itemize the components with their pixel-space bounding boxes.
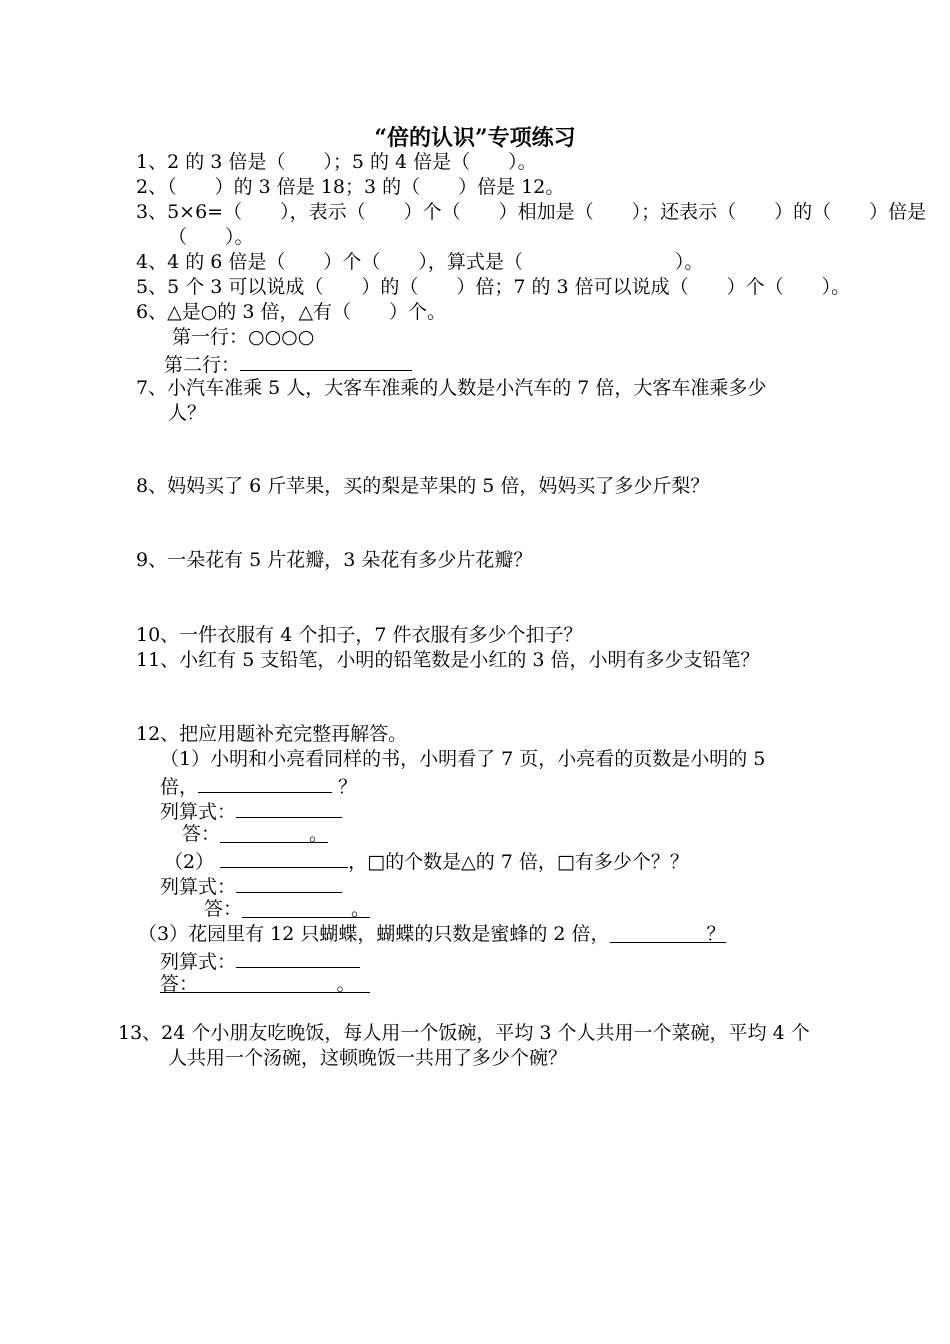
question-4: 4、4 的 6 倍是（ ）个（ ），算式是（ ）。 — [136, 251, 704, 273]
question-3-cont: （ ）。 — [168, 226, 254, 248]
part-2-answer-line — [204, 897, 370, 921]
question-6-row-1: 第一行：○○○○ — [172, 326, 315, 348]
question-6-row-2 — [164, 350, 412, 377]
question-11: 11、小红有 5 支铅笔，小明的铅笔数是小红的 3 倍，小明有多少支铅笔？ — [136, 649, 760, 671]
answer-label: 答： — [160, 973, 189, 995]
part-1-answer-line — [182, 822, 328, 846]
part-1-formula-line — [160, 797, 342, 824]
part-1-question-blank[interactable] — [198, 772, 332, 793]
question-12: 12、把应用题补充完整再解答。 — [136, 723, 408, 745]
part-2-condition-blank[interactable] — [220, 847, 348, 868]
part-1-question-mark: ？ — [338, 776, 358, 798]
part-2-answer-blank[interactable] — [242, 897, 370, 918]
question-10: 10、一件衣服有 4 个扣子，7 件衣服有多少个扣子？ — [136, 624, 583, 646]
answer-period: 。 — [309, 823, 329, 845]
part-1-formula-blank[interactable] — [236, 797, 342, 818]
row-2-blank[interactable] — [240, 350, 412, 371]
question-2: 2、（ ）的 3 倍是 18；3 的（ ）倍是 12。 — [136, 176, 565, 198]
part-3-question-mark: ？ — [706, 923, 726, 945]
question-13-cont: 人共用一个汤碗，这顿晚饭一共用了多少个碗？ — [168, 1047, 568, 1069]
question-8: 8、妈妈买了 6 斤苹果，买的梨是苹果的 5 倍，妈妈买了多少斤梨？ — [136, 475, 710, 497]
question-12-part-2 — [164, 847, 689, 874]
formula-label: 列算式： — [160, 801, 237, 823]
formula-label: 列算式： — [160, 951, 237, 973]
part-2-label: （2） — [164, 851, 215, 873]
question-9: 9、一朵花有 5 片花瓣，3 朵花有多少片花瓣？ — [136, 549, 533, 571]
question-5: 5、5 个 3 可以说成（ ）的（ ）倍；7 的 3 倍可以说成（ ）个（ ）。 — [136, 276, 851, 298]
question-13: 13、24 个小朋友吃晚饭，每人用一个饭碗，平均 3 个人共用一个菜碗，平均 4 个 — [118, 1022, 810, 1044]
part-2-text: ，□的个数是△的 7 倍，□有多少个？？ — [348, 851, 689, 873]
answer-label: 答： — [182, 823, 221, 845]
part-3-text: （3）花园里有 12 只蝴蝶，蝴蝶的只数是蜜蜂的 2 倍， — [138, 923, 610, 945]
part-3-question-blank[interactable] — [610, 922, 726, 943]
question-7: 7、小汽车准乘 5 人，大客车准乘的人数是小汽车的 7 倍，大客车准乘多少 — [136, 377, 767, 399]
part-1-text: 倍， — [160, 776, 199, 798]
part-2-formula-line — [160, 872, 342, 899]
question-6: 6、△是○的 3 倍，△有（ ）个。 — [136, 301, 447, 323]
question-12-part-1: （1）小明和小亮看同样的书，小明看了 7 页，小亮看的页数是小明的 5 — [160, 748, 766, 770]
part-3-formula-blank[interactable] — [236, 947, 360, 968]
question-12-part-3 — [138, 922, 726, 946]
part-2-formula-blank[interactable] — [236, 872, 342, 893]
answer-label: 答： — [204, 898, 243, 920]
answer-period: 。 — [351, 898, 371, 920]
part-3-answer-blank[interactable] — [160, 972, 370, 993]
answer-period: 。 — [336, 973, 356, 995]
row-2-label: 第二行： — [164, 354, 241, 376]
page-title: “倍的认识”专项练习 — [374, 125, 576, 151]
question-3: 3、5×6=（ ），表示（ ）个（ ）相加是（ ）；还表示（ ）的（ ）倍是 — [136, 201, 927, 223]
question-7-cont: 人？ — [168, 402, 207, 424]
part-1-answer-blank[interactable] — [220, 822, 328, 843]
part-3-answer-line — [160, 972, 370, 996]
question-12-part-1-cont — [160, 772, 357, 799]
formula-label: 列算式： — [160, 876, 237, 898]
part-3-formula-line — [160, 947, 360, 974]
question-1: 1、2 的 3 倍是（ ）；5 的 4 倍是（ ）。 — [136, 151, 537, 173]
